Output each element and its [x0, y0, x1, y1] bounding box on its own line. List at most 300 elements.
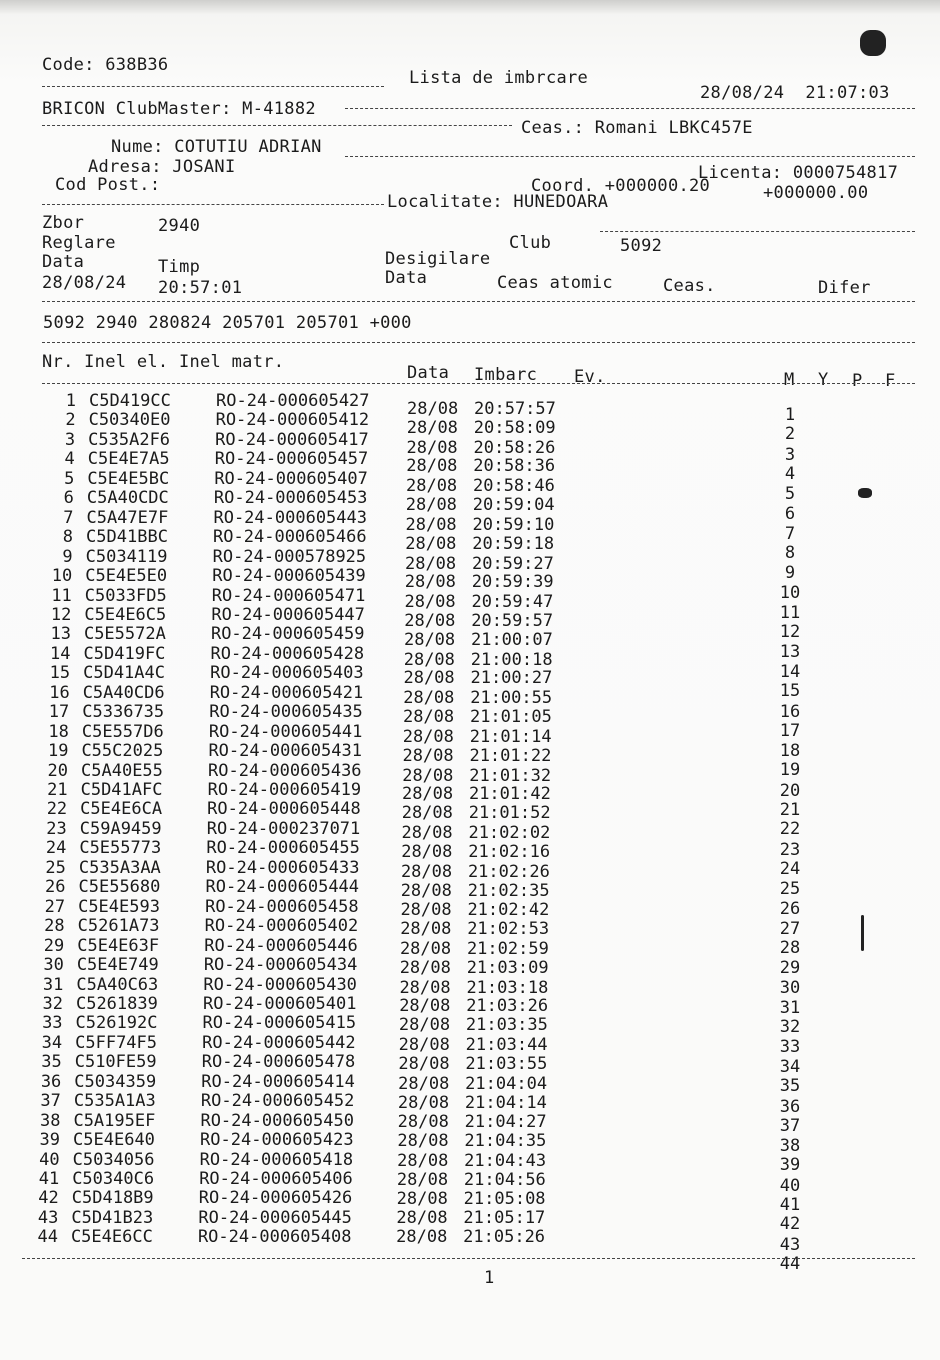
divider — [42, 342, 915, 343]
position-m: 31 — [779, 998, 801, 1018]
atomic-clock-label: Ceas atomic — [497, 273, 613, 293]
electronic-ring: C510FE59 — [74, 1052, 157, 1072]
position-m: 23 — [779, 839, 801, 860]
ring-number: RO-24-000605423 — [200, 1130, 354, 1150]
boarding-time: 21:02:35 — [467, 880, 550, 901]
electronic-ring: C5E4E6CA — [80, 799, 163, 819]
boarding-time: 21:04:27 — [464, 1112, 547, 1133]
row-number: 6 — [63, 488, 74, 508]
boarding-date: 28/08 — [406, 437, 458, 458]
boarding-time: 21:03:26 — [466, 996, 549, 1017]
electronic-ring: C526192C — [75, 1013, 158, 1033]
electronic-ring: C5A40CD6 — [82, 683, 165, 703]
electronic-ring: C5E4E6C5 — [84, 605, 167, 625]
boarding-time: 20:59:04 — [472, 495, 555, 516]
boarding-time: 21:00:18 — [470, 649, 553, 670]
ring-number: RO-24-000237071 — [206, 819, 361, 839]
position-m: 26 — [779, 898, 801, 919]
row-number: 23 — [46, 819, 67, 839]
ring-number: RO-24-000605412 — [215, 410, 370, 430]
electronic-ring: C5D41AFC — [80, 780, 163, 800]
owner-name: Nume: COTUTIU ADRIAN — [111, 137, 322, 157]
ring-number: RO-24-000605421 — [209, 683, 364, 703]
ring-number: RO-24-000605403 — [210, 663, 364, 683]
flight-label: Zbor — [42, 213, 85, 233]
boarding-date: 28/08 — [399, 996, 451, 1017]
ring-number: RO-24-000605447 — [211, 605, 365, 625]
position-m: 3 — [784, 444, 796, 465]
position-m: 32 — [779, 1017, 801, 1038]
boarding-date: 28/08 — [401, 803, 453, 824]
electronic-ring: C5E55773 — [79, 838, 162, 858]
coordinates: Coord. +000000.20 — [531, 176, 711, 196]
boarding-date: 28/08 — [399, 977, 451, 998]
ring-number: RO-24-000605433 — [205, 858, 360, 878]
ring-number: RO-24-000605426 — [198, 1188, 353, 1208]
ring-number: RO-24-000605457 — [214, 449, 369, 469]
position-m: 27 — [779, 918, 801, 939]
position-m: 1 — [784, 405, 796, 425]
position-m: 5 — [784, 484, 796, 505]
ring-number: RO-24-000605434 — [203, 955, 358, 975]
row-number: 8 — [62, 527, 74, 547]
ring-number: RO-24-000605407 — [214, 469, 368, 489]
position-m: 40 — [779, 1175, 801, 1196]
setting-time: 20:57:01 — [158, 278, 243, 298]
boarding-date: 28/08 — [405, 476, 458, 497]
ring-number: RO-24-000605439 — [212, 566, 366, 586]
row-number: 35 — [41, 1052, 62, 1072]
divider — [22, 1258, 915, 1259]
boarding-date: 28/08 — [399, 938, 452, 959]
boarding-time: 21:04:35 — [464, 1131, 547, 1152]
ring-number: RO-24-000605455 — [206, 838, 360, 858]
electronic-ring: C5A195EF — [73, 1111, 156, 1131]
row-number: 28 — [44, 916, 65, 936]
electronic-ring: C5A40E55 — [81, 761, 163, 781]
col-header-f: F — [885, 371, 896, 391]
position-m: 8 — [784, 543, 796, 564]
row-number: 5 — [64, 469, 75, 489]
divider — [345, 108, 915, 109]
electronic-ring: C5033FD5 — [84, 586, 167, 606]
position-m: 19 — [779, 760, 801, 781]
electronic-ring: C5D418B9 — [71, 1188, 154, 1208]
electronic-ring: C50340C6 — [72, 1169, 155, 1189]
row-number: 4 — [64, 449, 75, 469]
boarding-date: 28/08 — [400, 900, 452, 921]
col-header-y: Y — [818, 370, 829, 390]
clock-label: Ceas. — [663, 276, 716, 296]
boarding-date: 28/08 — [402, 765, 454, 786]
divider — [42, 125, 512, 126]
position-m: 20 — [779, 780, 801, 801]
code-summary-line: 5092 2940 280824 205701 205701 +000 — [43, 313, 412, 333]
row-number: 7 — [63, 508, 74, 528]
electronic-ring: C5A40C63 — [76, 975, 159, 995]
ring-number: RO-24-000605406 — [199, 1169, 353, 1189]
boarding-date: 28/08 — [400, 861, 453, 882]
boarding-date: 28/08 — [396, 1188, 448, 1209]
row-number: 13 — [50, 624, 71, 644]
electronic-ring: C5D41A4C — [83, 663, 165, 683]
ring-number: RO-24-000578925 — [212, 547, 367, 567]
boarding-date: 28/08 — [405, 514, 457, 535]
boarding-time: 20:58:09 — [473, 417, 556, 438]
top-edge-shadow — [0, 0, 940, 14]
boarding-time: 21:00:07 — [470, 629, 553, 650]
ring-number: RO-24-000605448 — [207, 799, 361, 819]
col-header-m: M — [784, 370, 795, 390]
boarding-time: 20:59:47 — [471, 592, 554, 613]
ring-number: RO-24-000605458 — [205, 897, 359, 917]
boarding-time: 21:02:26 — [467, 861, 550, 882]
electronic-ring: C5D419FC — [83, 644, 166, 664]
boarding-time: 20:59:10 — [472, 514, 555, 535]
boarding-time: 21:02:16 — [468, 841, 551, 862]
electronic-ring: C5E4E7A5 — [87, 449, 170, 469]
clubmaster-line: BRICON ClubMaster: M-41882 — [42, 99, 316, 119]
electronic-ring: C535A2F6 — [88, 430, 171, 450]
row-number: 11 — [51, 586, 72, 606]
boarding-date: 28/08 — [406, 417, 458, 438]
divider — [42, 86, 384, 87]
position-m: 44 — [779, 1253, 801, 1274]
code-line: Code: 638B36 — [42, 55, 169, 75]
boarding-time: 21:01:52 — [468, 803, 551, 824]
ring-number: RO-24-000605443 — [213, 508, 367, 528]
boarding-time: 21:04:14 — [464, 1092, 547, 1113]
row-number: 16 — [49, 683, 70, 703]
boarding-date: 28/08 — [401, 841, 453, 862]
electronic-ring: C5A47E7F — [86, 508, 169, 528]
row-number: 14 — [50, 644, 71, 664]
boarding-time: 21:05:08 — [463, 1188, 546, 1209]
position-m: 4 — [784, 463, 796, 484]
owner-address: Adresa: JOSANI — [88, 157, 236, 177]
position-m: 29 — [779, 958, 801, 979]
setting-date: 28/08/24 — [42, 273, 127, 293]
electronic-ring: C535A3AA — [78, 858, 161, 878]
row-number: 19 — [47, 741, 69, 761]
ring-number: RO-24-000605418 — [199, 1150, 354, 1170]
boarding-time: 21:04:56 — [463, 1169, 546, 1190]
electronic-ring: C59A9459 — [79, 819, 162, 839]
ring-number: RO-24-000605436 — [208, 761, 362, 781]
boarding-date: 28/08 — [396, 1227, 448, 1248]
electronic-ring: C5E4E63F — [77, 936, 160, 956]
row-number: 36 — [40, 1072, 62, 1092]
position-m: 13 — [779, 641, 801, 662]
divider — [600, 231, 915, 232]
ring-number: RO-24-000605431 — [208, 741, 362, 761]
document-title: Lista de imbrcare — [409, 68, 589, 88]
position-m: 28 — [779, 938, 801, 959]
print-datetime: 28/08/24 21:07:03 — [700, 83, 890, 103]
time-label: Timp — [158, 257, 201, 277]
boarding-date: 28/08 — [397, 1131, 449, 1152]
coordinates-2: +000000.00 — [763, 183, 869, 203]
boarding-time: 21:04:04 — [465, 1073, 548, 1094]
electronic-ring: C55C2025 — [81, 741, 164, 761]
electronic-ring: C5E4E593 — [78, 897, 160, 917]
boarding-date: 28/08 — [404, 572, 456, 593]
boarding-time: 21:02:42 — [467, 900, 550, 921]
position-m: 17 — [779, 720, 801, 741]
position-m: 14 — [779, 661, 801, 682]
boarding-date: 28/08 — [404, 553, 457, 574]
position-m: 18 — [779, 741, 801, 762]
boarding-date: 28/08 — [405, 533, 457, 554]
row-number: 38 — [39, 1111, 61, 1131]
boarding-date: 28/08 — [402, 745, 454, 766]
electronic-ring: C5034359 — [74, 1072, 157, 1092]
position-m: 2 — [784, 424, 796, 445]
position-m: 15 — [779, 681, 801, 702]
position-m: 9 — [784, 563, 796, 584]
position-m: 25 — [779, 879, 801, 900]
electronic-ring: C5336735 — [82, 702, 165, 722]
electronic-ring: C5E4E640 — [73, 1130, 155, 1150]
divider — [42, 301, 915, 302]
row-number: 18 — [48, 722, 69, 742]
boarding-date: 28/08 — [402, 726, 454, 747]
boarding-date: 28/08 — [405, 495, 457, 516]
row-number: 27 — [44, 897, 66, 917]
boarding-time: 20:59:39 — [471, 572, 554, 593]
boarding-time: 21:04:43 — [464, 1150, 547, 1171]
boarding-time: 21:01:05 — [469, 707, 552, 728]
row-number: 31 — [42, 975, 64, 995]
row-number: 37 — [40, 1091, 61, 1111]
flight-number: 2940 — [158, 216, 201, 236]
boarding-time: 20:58:46 — [472, 476, 555, 497]
ring-number: RO-24-000605430 — [203, 975, 357, 995]
ring-number: RO-24-000605415 — [202, 1013, 357, 1033]
ring-number: RO-24-000605401 — [202, 994, 357, 1014]
club-number: 5092 — [620, 236, 663, 256]
row-number: 22 — [46, 799, 68, 819]
boarding-time: 21:00:27 — [470, 668, 553, 689]
boarding-time: 20:57:57 — [474, 399, 556, 419]
row-number: 17 — [48, 702, 70, 722]
row-number: 15 — [49, 663, 71, 683]
boarding-time: 21:03:55 — [465, 1053, 548, 1074]
boarding-time: 21:02:59 — [466, 938, 549, 959]
position-m: 22 — [779, 819, 801, 840]
row-number: 32 — [42, 994, 63, 1014]
row-number: 10 — [51, 566, 73, 586]
boarding-date: 28/08 — [399, 957, 451, 978]
difference-label: Difer — [818, 278, 871, 298]
locality: Localitate: HUNEDOARA — [387, 192, 609, 212]
row-number: 33 — [42, 1013, 63, 1033]
boarding-time: 20:58:36 — [473, 456, 556, 477]
row-number: 44 — [37, 1227, 58, 1247]
position-m: 41 — [779, 1195, 801, 1215]
position-m: 34 — [779, 1056, 801, 1077]
ring-number: RO-24-000605427 — [216, 391, 370, 411]
row-number: 43 — [37, 1208, 59, 1228]
boarding-date: 28/08 — [397, 1112, 449, 1133]
divider — [42, 383, 915, 384]
row-number: 12 — [50, 605, 72, 625]
boarding-date: 28/08 — [404, 592, 456, 613]
boarding-date: 28/08 — [396, 1169, 449, 1190]
boarding-date: 28/08 — [403, 688, 455, 709]
divider — [345, 156, 915, 157]
position-m: 7 — [784, 523, 796, 544]
electronic-ring: C5D419CC — [89, 391, 171, 411]
ring-number: RO-24-000605445 — [198, 1208, 352, 1228]
club-label: Club — [509, 233, 552, 253]
electronic-ring: C5034056 — [72, 1150, 155, 1170]
boarding-date: 28/08 — [398, 1073, 450, 1094]
electronic-ring: C5E557D6 — [81, 722, 164, 742]
electronic-ring: C5E4E6CC — [70, 1227, 153, 1247]
boarding-time: 20:59:27 — [471, 553, 554, 574]
ring-number: RO-24-000605453 — [213, 488, 368, 508]
row-number: 42 — [38, 1188, 59, 1208]
row-number: 41 — [38, 1169, 60, 1189]
ink-blot — [860, 30, 886, 56]
position-m: 21 — [779, 800, 801, 820]
boarding-time: 20:58:26 — [473, 437, 556, 458]
boarding-date: 28/08 — [401, 823, 453, 844]
row-number: 1 — [65, 391, 76, 411]
divider — [42, 204, 384, 205]
ink-mark — [861, 915, 864, 951]
ring-number: RO-24-000605471 — [211, 586, 366, 606]
electronic-ring: C5A40CDC — [86, 488, 169, 508]
electronic-ring: C5E55680 — [78, 877, 161, 897]
position-m: 43 — [779, 1234, 801, 1255]
boarding-time: 21:03:44 — [465, 1035, 548, 1056]
electronic-ring: C5261A73 — [77, 916, 160, 936]
boarding-time: 21:05:26 — [463, 1227, 546, 1248]
boarding-time: 21:01:42 — [468, 784, 551, 805]
ring-number: RO-24-000605417 — [215, 430, 369, 450]
ring-number: RO-24-000605408 — [197, 1227, 352, 1247]
boarding-date: 28/08 — [398, 1035, 450, 1056]
boarding-time: 21:05:17 — [463, 1208, 546, 1229]
position-m: 24 — [779, 858, 801, 879]
setting-label: Reglare — [42, 233, 116, 253]
electronic-ring: C5261839 — [75, 994, 158, 1014]
boarding-date: 28/08 — [404, 611, 456, 632]
position-m: 6 — [784, 503, 796, 524]
electronic-ring: C5E5572A — [83, 624, 166, 644]
boarding-date: 28/08 — [403, 649, 455, 670]
electronic-ring: C5E4E5E0 — [85, 566, 168, 586]
date-label: Data — [42, 252, 85, 272]
col-header-event: Ev. — [574, 367, 606, 387]
ring-number: RO-24-000605414 — [201, 1072, 355, 1092]
electronic-ring: C5FF74F5 — [75, 1033, 158, 1053]
col-header-p: P — [852, 371, 863, 391]
ring-number: RO-24-000605419 — [207, 780, 362, 800]
row-number: 2 — [65, 410, 76, 430]
electronic-ring: C5E4E749 — [76, 955, 159, 975]
unsealing-label: Desigilare — [385, 249, 491, 269]
position-m: 10 — [779, 582, 801, 603]
boarding-date: 28/08 — [402, 707, 455, 728]
clock-line: Ceas.: Romani LBKC457E — [521, 118, 753, 138]
boarding-time: 21:00:55 — [470, 688, 553, 709]
electronic-ring: C535A1A3 — [73, 1091, 156, 1111]
col-header-date: Data — [407, 363, 450, 383]
ring-number: RO-24-000605459 — [210, 624, 365, 644]
electronic-ring: C5D41B23 — [71, 1208, 154, 1228]
ring-number: RO-24-000605466 — [213, 527, 367, 547]
electronic-ring: C5D41BBC — [86, 527, 168, 547]
boarding-time: 21:03:18 — [466, 977, 549, 998]
boarding-date: 28/08 — [400, 919, 452, 940]
ring-number: RO-24-000605435 — [209, 702, 363, 722]
col-header-boarding: Imbarc — [474, 365, 538, 385]
boarding-date: 28/08 — [398, 1015, 451, 1036]
position-m: 42 — [779, 1214, 801, 1235]
boarding-time: 20:59:18 — [472, 533, 555, 554]
row-number: 29 — [43, 936, 65, 956]
ring-number: RO-24-000605441 — [208, 722, 363, 742]
row-number: 24 — [45, 838, 67, 858]
ring-number: RO-24-000605428 — [210, 644, 365, 664]
boarding-date: 28/08 — [397, 1150, 449, 1171]
ring-number: RO-24-000605402 — [204, 916, 359, 936]
electronic-ring: C5034119 — [85, 547, 168, 567]
position-m: 38 — [779, 1136, 801, 1157]
ring-number: RO-24-000605446 — [204, 936, 358, 956]
position-m: 37 — [779, 1115, 801, 1136]
boarding-time: 21:03:35 — [465, 1015, 548, 1036]
boarding-time: 21:01:14 — [469, 726, 552, 747]
row-number: 20 — [47, 761, 69, 781]
row-number: 39 — [39, 1130, 61, 1150]
boarding-date: 28/08 — [403, 668, 455, 689]
position-m: 30 — [779, 977, 801, 998]
position-m: 36 — [779, 1096, 801, 1117]
row-number: 40 — [39, 1150, 60, 1170]
boarding-date: 28/08 — [397, 1092, 450, 1113]
boarding-date: 28/08 — [398, 1053, 450, 1074]
row-number: 9 — [62, 547, 73, 567]
page-number: 1 — [484, 1268, 495, 1288]
electronic-ring: C5E4E5BC — [87, 469, 170, 489]
license-number: Licenta: 0000754817 — [698, 163, 899, 183]
boarding-date: 28/08 — [400, 880, 452, 901]
position-m: 12 — [779, 622, 801, 643]
row-number: 21 — [47, 780, 68, 800]
boarding-time: 21:01:32 — [469, 765, 552, 786]
position-m: 39 — [779, 1155, 801, 1176]
boarding-date: 28/08 — [403, 629, 456, 650]
boarding-date: 28/08 — [401, 784, 454, 805]
ink-blot — [858, 488, 872, 498]
position-m: 33 — [779, 1036, 801, 1057]
boarding-time: 20:59:57 — [471, 611, 554, 632]
ring-number: RO-24-000605478 — [201, 1052, 356, 1072]
ring-number: RO-24-000605452 — [200, 1091, 355, 1111]
boarding-time: 21:02:02 — [468, 823, 551, 844]
boarding-date: 28/08 — [407, 399, 459, 419]
col-header-rings: Nr. Inel el. Inel matr. — [42, 352, 285, 372]
boarding-date: 28/08 — [396, 1208, 448, 1229]
table-row — [0, 1227, 940, 1274]
row-number: 3 — [64, 430, 76, 450]
row-number: 34 — [41, 1033, 63, 1053]
boarding-time: 21:02:53 — [467, 919, 550, 940]
